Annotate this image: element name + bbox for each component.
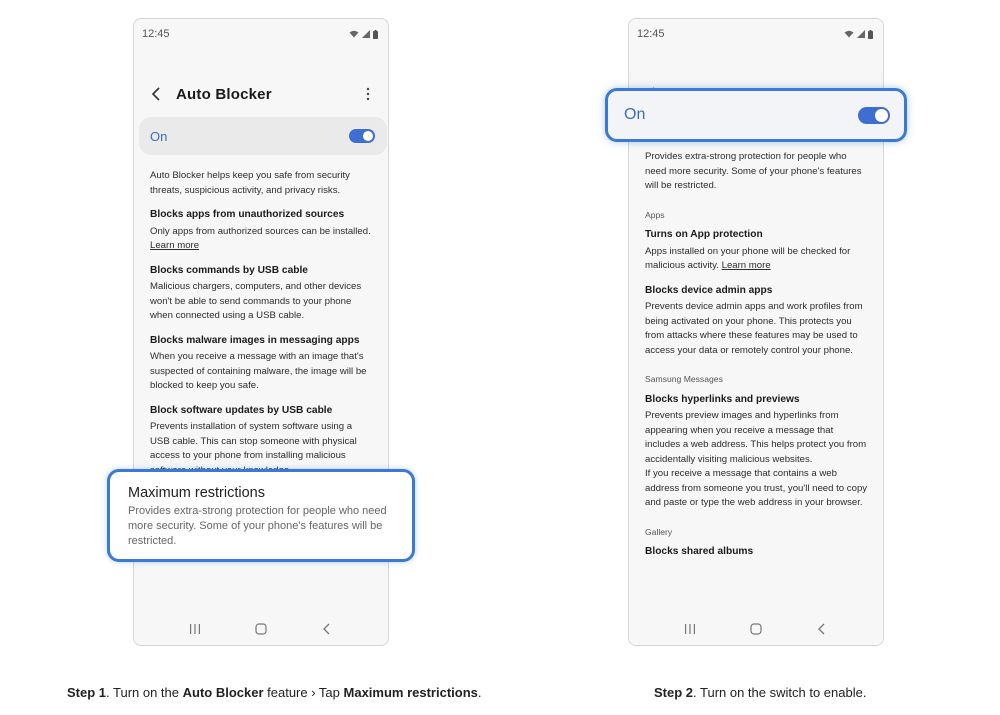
maximum-restrictions-option[interactable]: [107, 469, 415, 562]
item-title: Blocks commands by USB cable: [150, 264, 308, 276]
max-restrictions-title: Maximum restrictions: [128, 485, 265, 501]
home-icon[interactable]: [255, 623, 267, 635]
list-item: [150, 404, 374, 479]
battery-icon: [373, 30, 378, 39]
section-label-gallery: Gallery: [645, 526, 673, 537]
list-item: [645, 228, 869, 274]
recent-apps-icon[interactable]: [684, 623, 696, 635]
list-item: [645, 545, 869, 560]
restrictions-description-list: [645, 150, 869, 562]
item-desc: Malicious chargers, computers, and other devices won't be able to send commands to your phone when connected using a USB cable.: [150, 281, 362, 321]
item-title: Blocks device admin apps: [645, 284, 773, 296]
item-title: Blocks shared albums: [645, 546, 754, 557]
status-bar: [142, 27, 378, 41]
item-desc: Only apps from authorized sources can be installed. Learn more: [150, 225, 371, 251]
list-item: [150, 264, 374, 324]
item-desc: Prevents preview images and hyperlinks from appearing when you receive a message that includes a web address. This helps protect you from accidentally visiting malicious websites.: [645, 410, 867, 465]
list-item: [645, 284, 869, 359]
list-item: [150, 208, 374, 254]
master-toggle[interactable]: [349, 129, 375, 143]
max-restrictions-toggle[interactable]: [858, 107, 890, 124]
item-desc: Prevents installation of system software using a USB cable. This can stop someone with physical access to your phone from installing malicious: [150, 421, 357, 461]
step-1-caption: Step 1. Turn on the Auto Blocker feature › Tap Maximum restrictions.: [67, 685, 482, 700]
master-switch-row[interactable]: [139, 117, 387, 155]
status-bar: [637, 27, 873, 41]
list-item: [150, 334, 374, 394]
app-bar: [148, 81, 374, 107]
max-restrictions-desc: Provides extra-strong protection for people who need more security. Some of your phone's features will be restricted.: [128, 505, 387, 547]
home-icon[interactable]: [750, 623, 762, 635]
item-desc-2: If you receive a message that contains a web address from someone you trust, you'll need to copy and paste or type the web address in your browser.: [645, 468, 868, 508]
battery-icon: [868, 30, 873, 39]
on-label: On: [150, 128, 168, 144]
step-2-caption: Step 2. Turn on the switch to enable.: [654, 685, 867, 700]
item-desc: When you receive a message with an image that's suspected of containing malware, the image will be blocked to keep you safe.: [150, 351, 367, 391]
navigation-bar: [629, 621, 883, 637]
step-number: Step 1: [67, 685, 107, 700]
step-number: Step 2: [654, 685, 694, 700]
recent-apps-icon[interactable]: [189, 623, 201, 635]
item-title: Blocks malware images in messaging apps: [150, 334, 360, 346]
more-options-icon[interactable]: [362, 86, 374, 102]
page-title: Auto Blocker: [176, 85, 272, 103]
status-time: 12:45: [142, 28, 170, 40]
signal-icon: [857, 30, 865, 38]
intro-text: Auto Blocker helps keep you safe from security threats, suspicious activity, and privacy risks.: [150, 170, 350, 196]
list-item: [645, 393, 869, 511]
back-nav-icon[interactable]: [321, 623, 333, 635]
wifi-icon: [844, 30, 854, 38]
status-icons: [844, 30, 873, 39]
back-nav-icon[interactable]: [816, 623, 828, 635]
back-arrow-icon[interactable]: [148, 85, 166, 103]
status-icons: [349, 30, 378, 39]
item-title: Block software updates by USB cable: [150, 404, 333, 416]
feature-description-list: [150, 169, 374, 478]
intro-text: Provides extra-strong protection for people who need more security. Some of your phone's features will be restricted.: [645, 151, 862, 191]
max-restrictions-switch-row[interactable]: [605, 88, 907, 142]
learn-more-link[interactable]: Learn more: [721, 260, 771, 271]
item-title: Turns on App protection: [645, 229, 763, 240]
navigation-bar: [134, 621, 388, 637]
learn-more-link[interactable]: Learn more: [150, 240, 200, 251]
item-title: Blocks apps from unauthorized sources: [150, 209, 345, 220]
signal-icon: [362, 30, 370, 38]
on-label: On: [624, 106, 646, 123]
status-time: 12:45: [637, 28, 665, 40]
section-label-apps: Apps: [645, 209, 665, 220]
item-title: Blocks hyperlinks and previews: [645, 393, 800, 405]
item-desc: Prevents device admin apps and work profiles from being activated on your phone. This protects you from attacks where these features may be used to access your data or remotely control your phone.: [645, 301, 863, 356]
wifi-icon: [349, 30, 359, 38]
item-desc: Apps installed on your phone will be checked for malicious activity. Learn more: [645, 245, 851, 271]
section-label-samsung-messages: Samsung Messages: [645, 374, 723, 384]
